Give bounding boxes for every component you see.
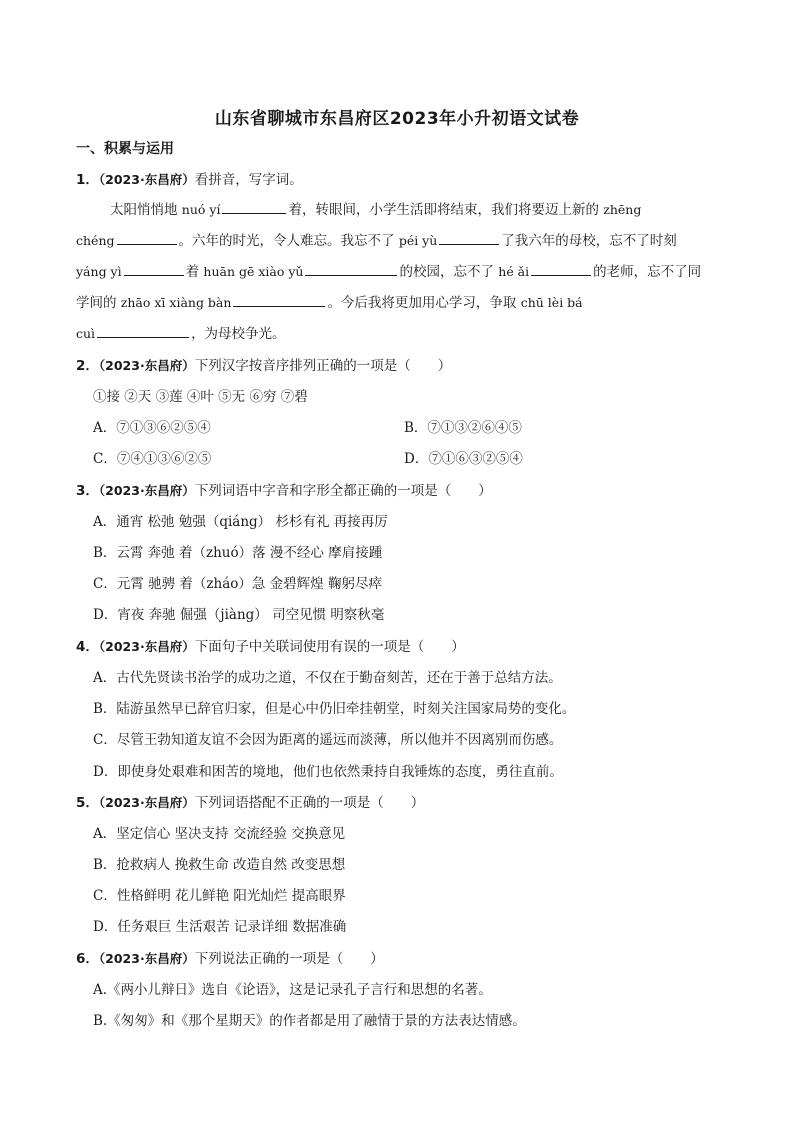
option-c[interactable]: C．性格鲜明 花儿鲜艳 阳光灿烂 提高眼界 [93, 888, 346, 904]
question-source: （2023·东昌府） [98, 172, 195, 187]
option-b[interactable]: B．陆游虽然早已辞官归家，但是心中仍旧牵挂朝堂，时刻关注国家局势的变化。 [93, 701, 576, 717]
question-prompt: 下列说法正确的一项是（ ） [194, 951, 384, 967]
question-source: （2023·东昌府） [98, 795, 195, 810]
answer-blank[interactable] [439, 231, 499, 245]
question-prompt: 看拼音，写字词。 [194, 172, 303, 188]
question-number: 5． [76, 795, 99, 811]
question-number: 4． [76, 639, 99, 655]
pinyin: péi yù [398, 233, 438, 248]
question-number: 6． [76, 951, 99, 967]
pinyin: huān gē xiào yǔ [203, 264, 304, 279]
option-a[interactable]: A．⑦①③⑥②⑤④ [93, 420, 211, 436]
text-segment: 学间的 [76, 295, 121, 311]
page-title: 山东省聊城市东昌府区2023年小升初语文试卷 [214, 109, 580, 129]
pinyin: hé ǎi [498, 264, 530, 279]
option-d[interactable]: D．即使身处艰难和困苦的境地，他们也依然秉持自我锤炼的态度，勇往直前。 [93, 764, 563, 780]
text-segment: 的校园，忘不了 [399, 264, 499, 280]
text-segment: ，为母校争光。 [191, 326, 286, 342]
question-1-line-4 [76, 291, 583, 311]
option-d[interactable]: D．宵夜 奔驰 倔强（jiàng） 司空见惯 明察秋毫 [93, 607, 385, 623]
pinyin: zhēng [603, 202, 642, 217]
question-number: 3． [76, 483, 99, 499]
option-d[interactable]: D．⑦①⑥③②⑤④ [404, 451, 523, 467]
question-1-line-2 [76, 229, 677, 249]
answer-blank[interactable] [531, 262, 591, 276]
option-b[interactable]: B．抢救病人 挽救生命 改造自然 改变思想 [93, 857, 346, 873]
question-2-header [76, 354, 451, 374]
answer-blank[interactable] [222, 200, 286, 214]
question-source: （2023·东昌府） [98, 358, 195, 373]
text-segment: 的老师，忘不了同 [593, 264, 702, 280]
option-b[interactable]: B．⑦①③②⑥④⑤ [404, 420, 522, 436]
text-segment: 着 [185, 264, 204, 280]
question-number: 2． [76, 358, 99, 374]
pinyin: yáng yì [76, 264, 122, 279]
option-b[interactable]: B.《匆匆》和《那个星期天》的作者都是用了融情于景的方法表达情感。 [93, 1013, 526, 1029]
section-heading: 一、积累与运用 [76, 141, 174, 157]
answer-blank[interactable] [97, 324, 189, 338]
option-a[interactable]: A．通宵 松弛 勉强（qiáng） 杉杉有礼 再接再厉 [93, 514, 388, 530]
question-1-line-1 [110, 198, 641, 218]
question-1-line-3 [76, 260, 701, 280]
option-b[interactable]: B．云霄 奔弛 着（zhuó）落 漫不经心 摩肩接踵 [93, 545, 383, 561]
question-4-header [76, 635, 465, 655]
answer-blank[interactable] [117, 231, 177, 245]
option-a[interactable]: A.《两小儿辩日》选自《论语》，这是记录孔子言行和思想的名著。 [93, 982, 492, 998]
option-c[interactable]: C．尽管王勃知道友谊不会因为距离的遥远而淡薄，所以他并不因离别而伤感。 [93, 732, 563, 748]
answer-blank[interactable] [233, 293, 325, 307]
text-segment: 太阳悄悄地 [110, 202, 182, 218]
question-source: （2023·东昌府） [98, 483, 195, 498]
question-prompt: 下面句子中关联词使用有误的一项是（ ） [194, 639, 465, 655]
pinyin: nuó yí [181, 202, 221, 217]
option-d[interactable]: D．任务艰巨 生活艰苦 记录详细 数据准确 [93, 919, 347, 935]
pinyin: zhāo xī xiàng bàn [120, 295, 232, 310]
option-c[interactable]: C．⑦④①③⑥②⑤ [93, 451, 212, 467]
question-number: 1． [76, 172, 99, 188]
text-segment: 。六年的时光，令人难忘。我忘不了 [178, 233, 399, 249]
answer-blank[interactable] [305, 262, 397, 276]
question-prompt: 下列汉字按音序排列正确的一项是（ ） [194, 358, 452, 374]
question-1-header [76, 168, 303, 188]
question-source: （2023·东昌府） [98, 951, 195, 966]
text-segment: 。今后我将更加用心学习，争取 [327, 295, 521, 311]
question-2-items: ①接 ②天 ③莲 ④叶 ⑤无 ⑥穷 ⑦碧 [93, 389, 308, 405]
question-source: （2023·东昌府） [98, 639, 195, 654]
text-segment: 着，转眼间，小学生活即将结束，我们将要迈上新的 [288, 202, 604, 218]
pinyin: cuì [76, 326, 96, 341]
answer-blank[interactable] [124, 262, 184, 276]
question-prompt: 下列词语中字音和字形全都正确的一项是（ ） [194, 483, 492, 499]
question-6-header [76, 947, 384, 967]
option-c[interactable]: C．元霄 驰骋 着（zháo）急 金碧辉煌 鞠躬尽瘁 [93, 576, 382, 592]
question-5-header [76, 791, 424, 811]
pinyin: chéng [76, 233, 115, 248]
pinyin: chū lèi bá [520, 295, 583, 310]
question-3-header [76, 479, 492, 499]
option-a[interactable]: A．坚定信心 坚决支持 交流经验 交换意见 [93, 826, 346, 842]
option-a[interactable]: A．古代先贤读书治学的成功之道，不仅在于勤奋刻苦，还在于善于总结方法。 [93, 670, 562, 686]
question-prompt: 下列词语搭配不正确的一项是（ ） [194, 795, 425, 811]
text-segment: 了我六年的母校，忘不了时刻 [501, 233, 677, 249]
question-1-line-5 [76, 322, 286, 342]
